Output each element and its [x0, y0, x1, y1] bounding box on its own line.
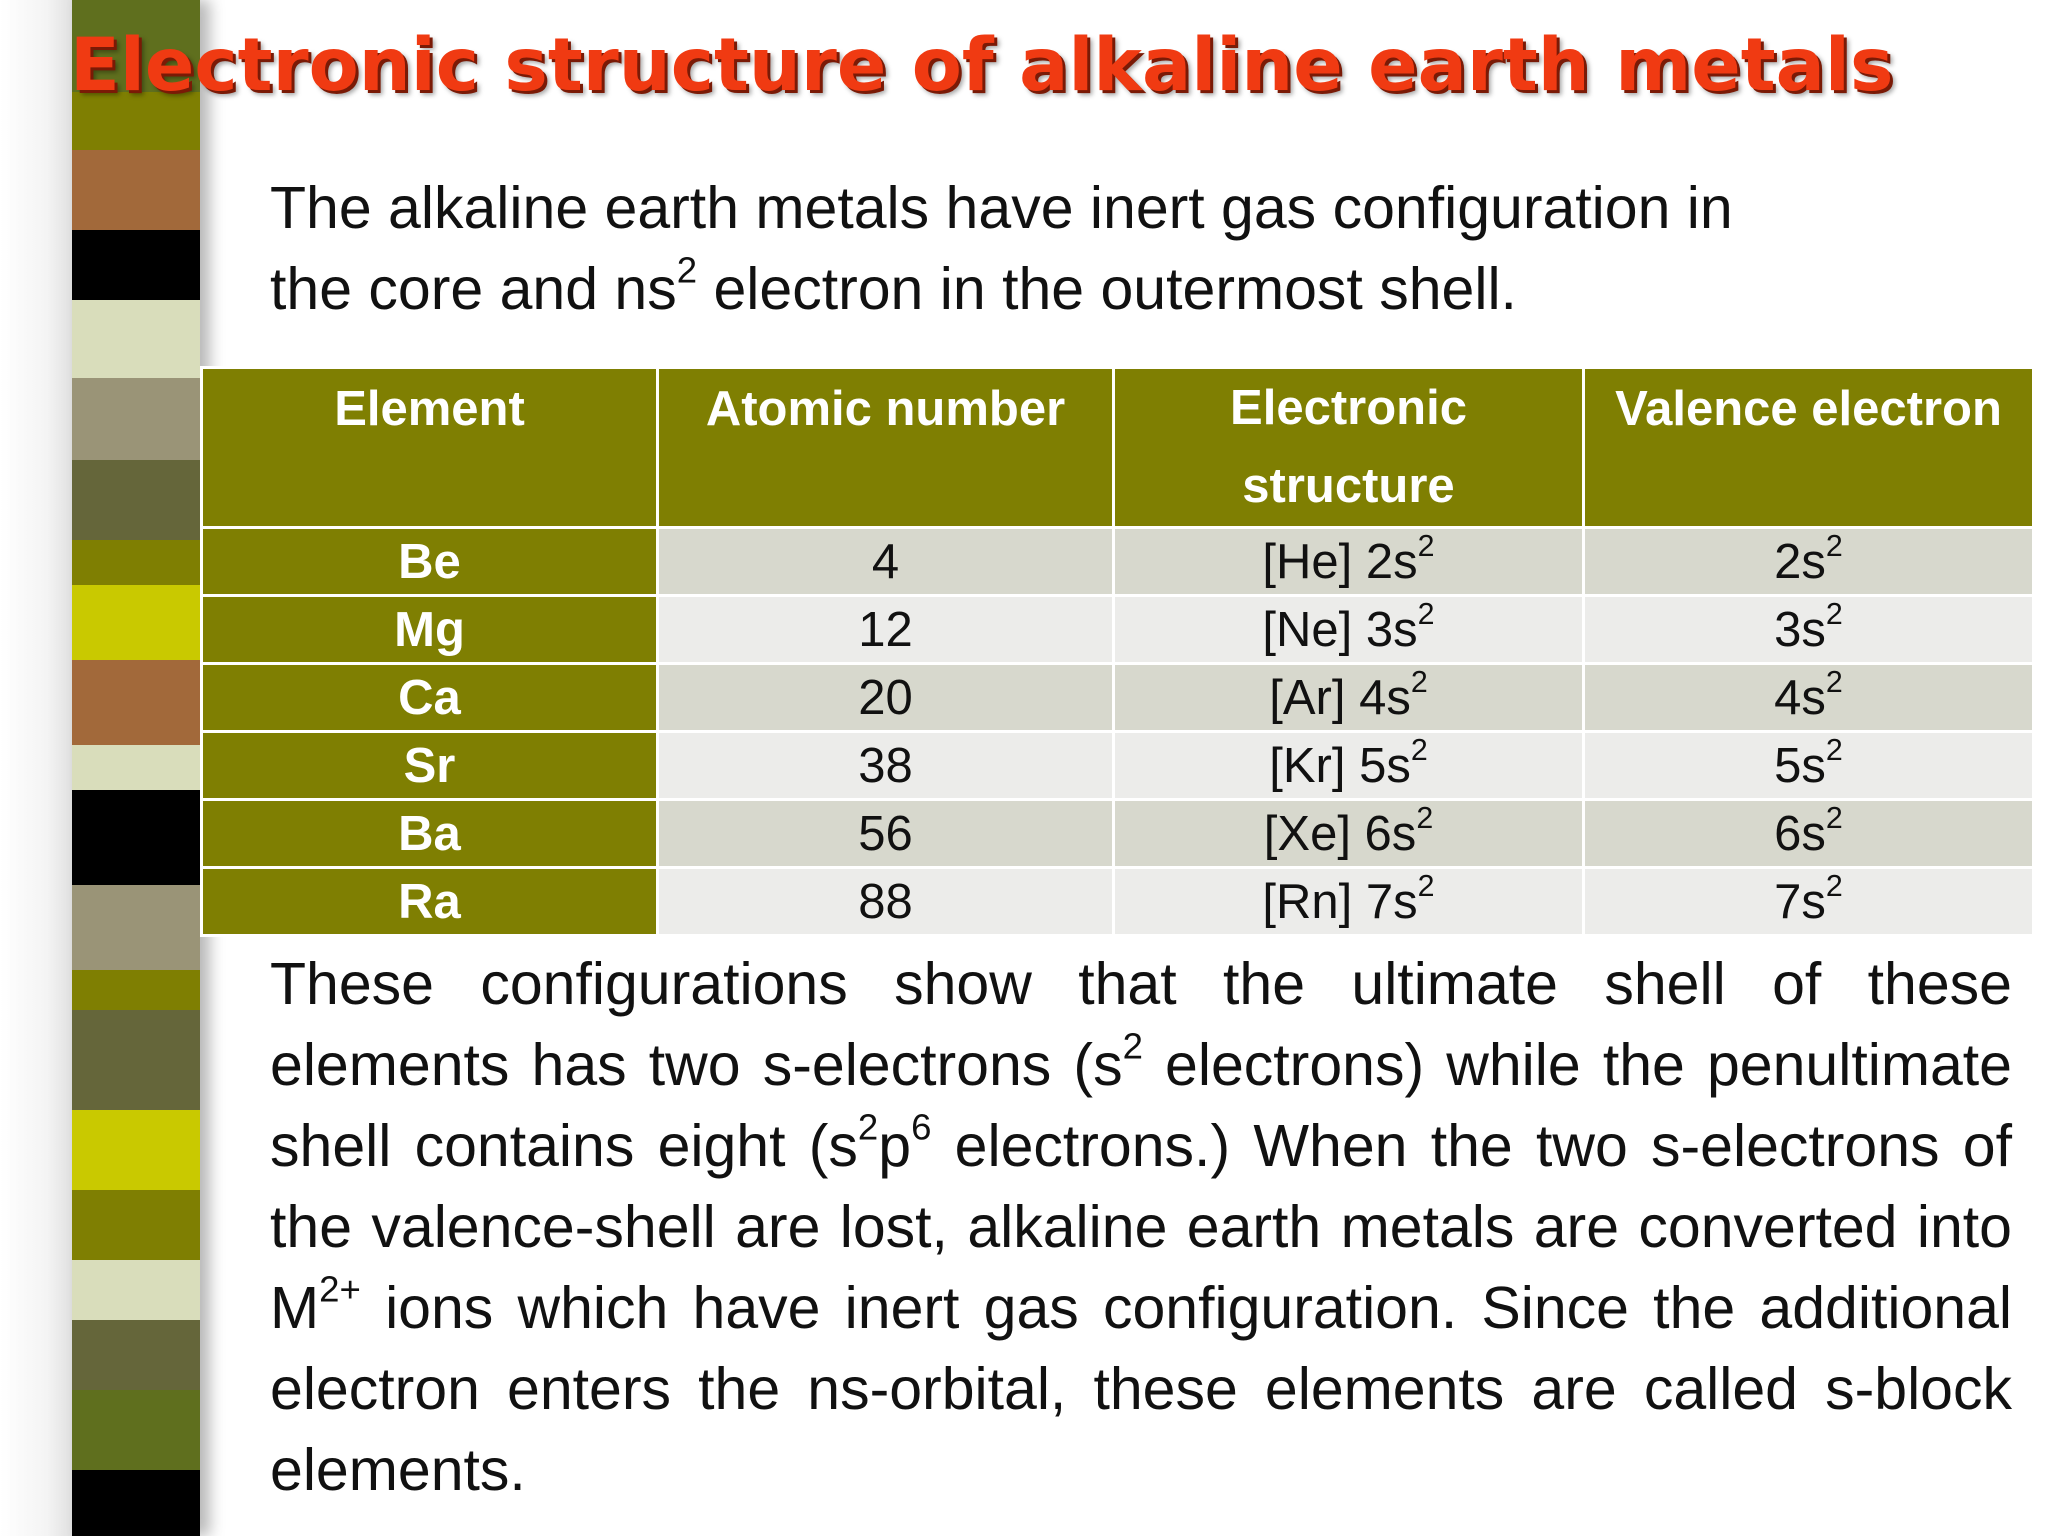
superscript: 2 — [676, 249, 698, 291]
valence-electron-cell: $4s^2$ — [1584, 664, 2034, 732]
stripe-band — [72, 585, 200, 660]
electronic-structure-cell: [Xe] $6s^2$ — [1114, 800, 1584, 868]
valence-electron-cell: $5s^2$ — [1584, 732, 2034, 800]
atomic-number-cell: 12 — [658, 596, 1114, 664]
text: p — [878, 1113, 912, 1179]
electronic-structure-table — [200, 366, 2035, 937]
stripe-band — [72, 230, 200, 300]
stripe-band — [72, 150, 200, 230]
element-cell: Ra — [202, 868, 658, 936]
atomic-number-cell: 56 — [658, 800, 1114, 868]
text: electrons) while the penultimate shell contains eight (s — [270, 1032, 2012, 1179]
element-cell: Sr — [202, 732, 658, 800]
valence-electron-cell: $2s^2$ — [1584, 528, 2034, 596]
intro-paragraph — [270, 168, 2012, 330]
header-atomic-number: Atomic number — [658, 368, 1114, 528]
stripe-band — [72, 378, 200, 460]
stripe-band — [72, 745, 200, 790]
text: electrons.) When the two s-electrons of the valence-shell are lost, alkaline earth metals are converted into M — [270, 1113, 2012, 1341]
table-row — [202, 528, 2034, 596]
stripe-band — [72, 1260, 200, 1320]
stripe-shadow — [0, 0, 78, 1536]
electronic-structure-cell: [Ar] $4s^2$ — [1114, 664, 1584, 732]
atomic-number-cell: 38 — [658, 732, 1114, 800]
table-header-row — [202, 368, 2034, 528]
table-row — [202, 868, 2034, 936]
intro-line-1: The alkaline earth metals have inert gas configuration in — [270, 175, 1733, 241]
stripe-band — [72, 1470, 200, 1536]
stripe-band — [72, 970, 200, 1010]
table-row — [202, 596, 2034, 664]
electronic-structure-cell: [Kr] $5s^2$ — [1114, 732, 1584, 800]
decorative-stripe — [72, 0, 200, 1536]
element-cell: Ba — [202, 800, 658, 868]
text: These configurations show that the ultimate shell of these elements has two s-electrons (s — [270, 951, 2012, 1098]
superscript: 2 — [1122, 1025, 1143, 1067]
atomic-number-cell: 88 — [658, 868, 1114, 936]
stripe-band — [72, 1320, 200, 1390]
header-valence-electron: Valence electron — [1584, 368, 2034, 528]
stripe-band — [72, 1110, 200, 1190]
valence-electron-cell: $7s^2$ — [1584, 868, 2034, 936]
element-cell: Mg — [202, 596, 658, 664]
valence-electron-cell: $3s^2$ — [1584, 596, 2034, 664]
stripe-band — [72, 885, 200, 970]
electronic-structure-cell: [Rn] $7s^2$ — [1114, 868, 1584, 936]
element-cell: Be — [202, 528, 658, 596]
table-row — [202, 732, 2034, 800]
superscript: 2+ — [319, 1268, 361, 1310]
table-row — [202, 800, 2034, 868]
electronic-structure-cell: [Ne] $3s^2$ — [1114, 596, 1584, 664]
stripe-band — [72, 660, 200, 745]
electronic-structure-cell: [He] $2s^2$ — [1114, 528, 1584, 596]
intro-line-2-start: the core and ns — [270, 256, 677, 322]
slide-title: Electronic structure of alkaline earth metals — [70, 23, 1894, 108]
element-cell: Ca — [202, 664, 658, 732]
superscript: 2 — [857, 1106, 879, 1148]
stripe-band — [72, 1190, 200, 1260]
stripe-band — [72, 1010, 200, 1110]
explanation-paragraph — [270, 944, 2012, 1511]
stripe-band — [72, 1390, 200, 1470]
stripe-band — [72, 540, 200, 585]
superscript: 6 — [911, 1106, 932, 1148]
stripe-band — [72, 790, 200, 885]
intro-line-2-end: electron in the outermost shell. — [697, 256, 1517, 322]
table-body — [202, 528, 2034, 936]
text: ions which have inert gas configuration. Since the additional electron enters the ns-orbital, these elements are called s-block elements. — [270, 1275, 2012, 1503]
header-electronic-structure: Electronic structure — [1114, 368, 1584, 528]
header-element: Element — [202, 368, 658, 528]
atomic-number-cell: 20 — [658, 664, 1114, 732]
atomic-number-cell: 4 — [658, 528, 1114, 596]
table-row — [202, 664, 2034, 732]
stripe-band — [72, 460, 200, 540]
stripe-band — [72, 300, 200, 378]
valence-electron-cell: $6s^2$ — [1584, 800, 2034, 868]
